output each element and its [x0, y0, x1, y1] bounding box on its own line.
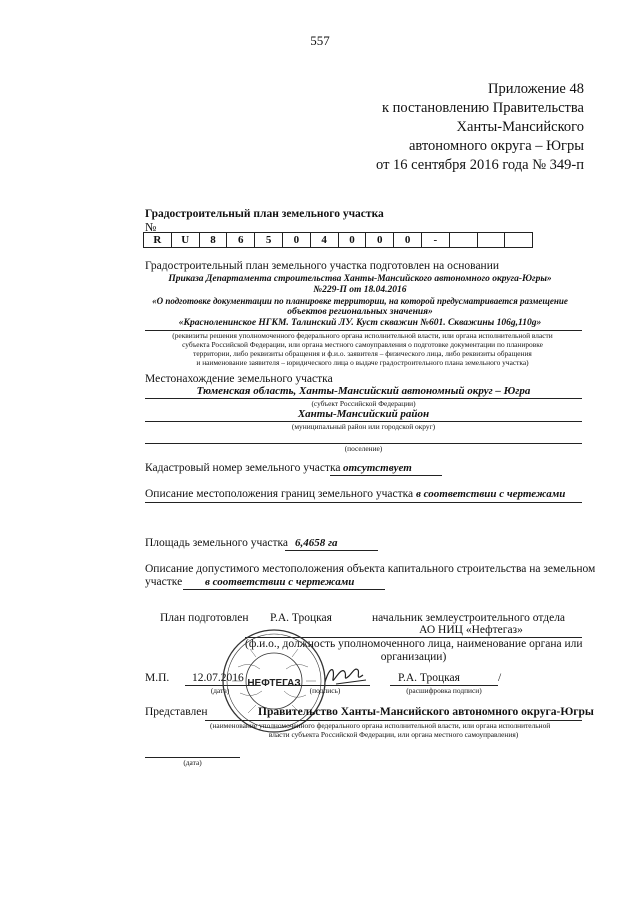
submitted-value: Правительство Ханты-Мансийского автономного округа-Югры — [258, 706, 594, 718]
submitted-note-1: (наименование уполномоченного федерального органа исполнительной власти, или органа исполнительной — [210, 721, 551, 730]
prepared-name: Р.А. Троцкая — [270, 612, 332, 624]
appendix-line-5: от 16 сентября 2016 года № 349-п — [376, 157, 584, 173]
basis-note-2: субъекта Российской Федерации, или органа местного самоуправления о подготовке документации по планировке — [182, 340, 543, 349]
basis-line-5: «Красноленинское НГКМ. Талинский ЛУ. Куст скважин №601. Скважины 106g,110g» — [178, 318, 542, 328]
page-number: 557 — [310, 33, 330, 48]
area-value: 6,4658 га — [295, 537, 338, 549]
stamp-center-text: НЕФТЕГАЗ — [247, 678, 301, 689]
appendix-line-4: автономного округа – Югры — [408, 138, 584, 154]
plan-number-cell: 6 — [227, 233, 255, 248]
submitted-label: Представлен — [145, 706, 208, 718]
location-region: Тюменская область, Ханты-Мансийский автономный округ – Югра — [196, 385, 531, 397]
seal-mark: М.П. — [145, 672, 170, 684]
signature-date: 12.07.2016 — [192, 672, 244, 684]
borders-underline — [145, 502, 582, 503]
signature-slash: / — [498, 672, 502, 684]
number-sign: № — [145, 220, 157, 234]
date-note: (дата) — [210, 686, 230, 695]
basis-note-3: территории, либо реквизиты обращения и ф.и.о. заявителя – физического лица, либо реквизиты обращения — [193, 349, 532, 358]
plan-number-grid — [143, 232, 533, 248]
company-stamp — [220, 627, 328, 735]
cadastral-value: отсутствует — [343, 462, 412, 474]
basis-line-2: №229-П от 18.04.2016 — [313, 285, 407, 295]
prepared-note-2: организации) — [380, 651, 447, 663]
prepared-label: План подготовлен — [160, 612, 249, 624]
basis-line-3: «О подготовке документации по планировке территории, на которой предусматривается размещение — [152, 296, 568, 306]
handwritten-signature — [322, 662, 368, 688]
location-district: Ханты-Мансийский район — [297, 408, 430, 420]
plan-number-cell: 4 — [310, 233, 338, 248]
name-note: (расшифровка подписи) — [406, 686, 482, 695]
basis-note-4: и наименование заявителя – юридического лица о выдаче градостроительного плана земельного участка) — [196, 358, 529, 367]
document-title: Градостроительный план земельного участка — [145, 208, 384, 220]
signature-name: Р.А. Троцкая — [398, 672, 460, 684]
cadastral-label: Кадастровый номер земельного участка — [145, 462, 341, 474]
plan-number-cell: 8 — [199, 233, 227, 248]
borders-value: в соответствии с чертежами — [416, 488, 566, 500]
plan-number-cell: U — [171, 233, 199, 248]
plan-number-cell: R — [144, 233, 172, 248]
prepared-position-2: АО НИЦ «Нефтегаз» — [419, 624, 523, 636]
prepared-note-1: (ф.и.о., должность уполномоченного лица, наименование органа или — [245, 638, 583, 650]
placement-value: в соответствии с чертежами — [205, 576, 355, 588]
area-label: Площадь земельного участка — [145, 537, 288, 549]
sign-note: (подпись) — [309, 686, 341, 695]
plan-number-cell: - — [421, 233, 449, 248]
placement-label-1: Описание допустимого местоположения объекта капитального строительства на земельном — [145, 563, 596, 575]
settlement-note: (поселение) — [344, 444, 383, 453]
plan-number-cell — [477, 233, 505, 248]
appendix-line-3: Ханты-Мансийского — [456, 119, 584, 135]
prepared-position-1: начальник землеустроительного отдела — [372, 612, 566, 624]
bottom-date-note: (дата) — [183, 758, 202, 767]
plan-number-cell: 5 — [255, 233, 283, 248]
plan-number-cell: 0 — [338, 233, 366, 248]
appendix-line-2: к постановлению Правительства — [382, 100, 584, 116]
district-note: (муниципальный район или городской округ) — [291, 422, 436, 431]
plan-number-cell: 0 — [366, 233, 394, 248]
appendix-line-1: Приложение 48 — [488, 81, 584, 97]
basis-line-4: объектов региональных значения» — [287, 307, 433, 317]
plan-number-cell — [505, 233, 533, 248]
plan-number-cell: 0 — [282, 233, 310, 248]
basis-line-1: Приказа Департамента строительства Ханты-Мансийского автономного округа-Югры» — [168, 274, 552, 284]
area-underline — [285, 550, 378, 551]
basis-intro: Градостроительный план земельного участка подготовлен на основании — [145, 260, 500, 272]
plan-number-cell — [449, 233, 477, 248]
submitted-note-2: власти субъекта Российской Федерации, или органа местного самоуправления) — [268, 730, 519, 739]
cadastral-underline — [330, 475, 442, 476]
plan-number-cell: 0 — [394, 233, 422, 248]
basis-note-1: (реквизиты решения уполномоченного федерального органа исполнительной власти, или органа исполнительной власти — [172, 331, 553, 340]
location-label: Местонахождение земельного участка — [145, 373, 333, 385]
borders-label: Описание местоположения границ земельного участка — [145, 488, 414, 500]
placement-label-2: участке — [145, 576, 183, 588]
region-note: (субъект Российской Федерации) — [311, 399, 416, 408]
placement-underline — [183, 589, 385, 590]
